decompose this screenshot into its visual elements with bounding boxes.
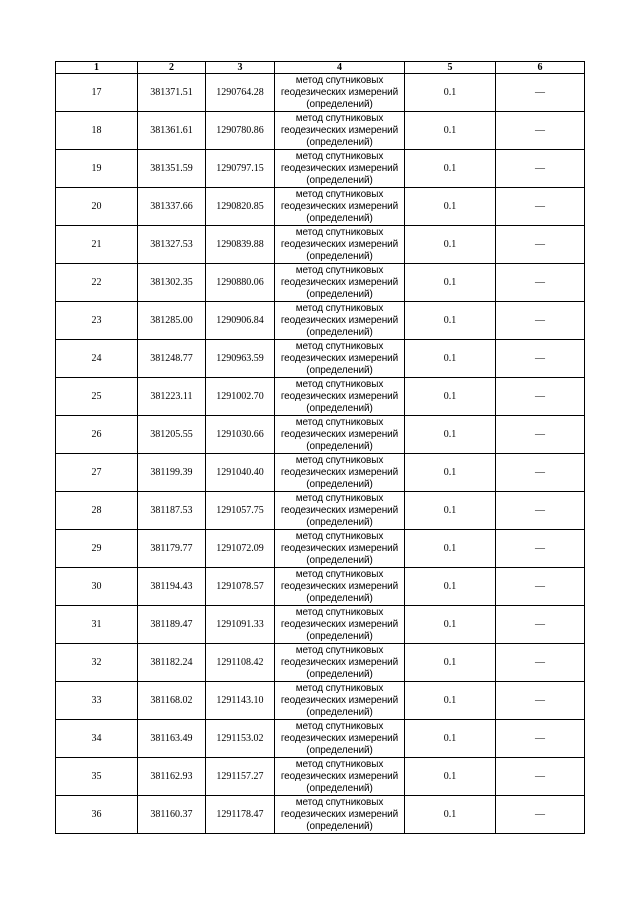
method-text-line: (определений) (306, 592, 373, 604)
method-cell (275, 112, 405, 150)
method-text-line: (определений) (306, 174, 373, 186)
method-text-line: (определений) (306, 288, 373, 300)
method-text-line: геодезических измерений (280, 656, 399, 668)
method-cell (275, 188, 405, 226)
table-body (56, 74, 585, 834)
method-cell (275, 796, 405, 834)
method-text-line: (определений) (306, 440, 373, 452)
method-text-line: метод спутниковых (295, 492, 384, 504)
table-row (56, 568, 585, 606)
point-number-cell: 21 (56, 226, 138, 264)
method-cell (275, 416, 405, 454)
y-coordinate-cell: 1290764.28 (206, 74, 275, 112)
y-coordinate-cell: 1291143.10 (206, 682, 275, 720)
x-coordinate-cell: 381223.11 (138, 378, 206, 416)
accuracy-cell: 0.1 (405, 112, 496, 150)
method-cell (275, 720, 405, 758)
method-text-line: (определений) (306, 516, 373, 528)
accuracy-cell: 0.1 (405, 188, 496, 226)
method-text-line: (определений) (306, 402, 373, 414)
point-number-cell: 19 (56, 150, 138, 188)
note-cell: — (496, 340, 585, 378)
y-coordinate-cell: 1291091.33 (206, 606, 275, 644)
point-number-cell: 36 (56, 796, 138, 834)
x-coordinate-cell: 381199.39 (138, 454, 206, 492)
method-cell (275, 378, 405, 416)
x-coordinate-cell: 381361.61 (138, 112, 206, 150)
point-number-cell: 22 (56, 264, 138, 302)
point-number-cell: 30 (56, 568, 138, 606)
y-coordinate-cell: 1291040.40 (206, 454, 275, 492)
method-text-line: (определений) (306, 364, 373, 376)
table-row (56, 378, 585, 416)
point-number-cell: 33 (56, 682, 138, 720)
x-coordinate-cell: 381182.24 (138, 644, 206, 682)
y-coordinate-cell: 1291078.57 (206, 568, 275, 606)
method-text-line: метод спутниковых (295, 112, 384, 124)
method-text-line: (определений) (306, 478, 373, 490)
point-number-cell: 28 (56, 492, 138, 530)
table-row (56, 492, 585, 530)
y-coordinate-cell: 1291108.42 (206, 644, 275, 682)
accuracy-cell: 0.1 (405, 530, 496, 568)
note-cell: — (496, 378, 585, 416)
accuracy-cell: 0.1 (405, 568, 496, 606)
method-text-line: геодезических измерений (280, 808, 399, 820)
note-cell: — (496, 682, 585, 720)
point-number-cell: 35 (56, 758, 138, 796)
accuracy-cell: 0.1 (405, 758, 496, 796)
table-row (56, 264, 585, 302)
method-text-line: геодезических измерений (280, 276, 399, 288)
note-cell: — (496, 302, 585, 340)
x-coordinate-cell: 381194.43 (138, 568, 206, 606)
point-number-cell: 32 (56, 644, 138, 682)
method-cell (275, 150, 405, 188)
table-row (56, 530, 585, 568)
method-text-line: (определений) (306, 250, 373, 262)
point-number-cell: 23 (56, 302, 138, 340)
method-text-line: метод спутниковых (295, 568, 384, 580)
column-header-6: 6 (496, 62, 585, 74)
column-header-1: 1 (56, 62, 138, 74)
note-cell: — (496, 720, 585, 758)
method-text-line: (определений) (306, 668, 373, 680)
method-text-line: геодезических измерений (280, 618, 399, 630)
note-cell: — (496, 264, 585, 302)
y-coordinate-cell: 1290797.15 (206, 150, 275, 188)
y-coordinate-cell: 1291178.47 (206, 796, 275, 834)
method-text-line: геодезических измерений (280, 466, 399, 478)
method-cell (275, 644, 405, 682)
method-cell (275, 302, 405, 340)
table-row (56, 112, 585, 150)
table-row (56, 302, 585, 340)
method-text-line: (определений) (306, 212, 373, 224)
method-text-line: (определений) (306, 706, 373, 718)
method-cell (275, 74, 405, 112)
y-coordinate-cell: 1290880.06 (206, 264, 275, 302)
table-row (56, 74, 585, 112)
accuracy-cell: 0.1 (405, 720, 496, 758)
method-text-line: геодезических измерений (280, 542, 399, 554)
x-coordinate-cell: 381371.51 (138, 74, 206, 112)
point-number-cell: 17 (56, 74, 138, 112)
note-cell: — (496, 758, 585, 796)
note-cell: — (496, 416, 585, 454)
table-row (56, 796, 585, 834)
method-cell (275, 454, 405, 492)
method-text-line: метод спутниковых (295, 188, 384, 200)
method-cell (275, 492, 405, 530)
method-cell (275, 226, 405, 264)
method-cell (275, 568, 405, 606)
x-coordinate-cell: 381285.00 (138, 302, 206, 340)
point-number-cell: 27 (56, 454, 138, 492)
table-header-row (56, 62, 585, 74)
method-text-line: метод спутниковых (295, 416, 384, 428)
y-coordinate-cell: 1290906.84 (206, 302, 275, 340)
method-text-line: геодезических измерений (280, 428, 399, 440)
table-row (56, 454, 585, 492)
accuracy-cell: 0.1 (405, 74, 496, 112)
point-number-cell: 24 (56, 340, 138, 378)
method-text-line: геодезических измерений (280, 86, 399, 98)
y-coordinate-cell: 1291153.02 (206, 720, 275, 758)
note-cell: — (496, 492, 585, 530)
accuracy-cell: 0.1 (405, 226, 496, 264)
method-text-line: метод спутниковых (295, 454, 384, 466)
y-coordinate-cell: 1290820.85 (206, 188, 275, 226)
method-cell (275, 530, 405, 568)
x-coordinate-cell: 381160.37 (138, 796, 206, 834)
note-cell: — (496, 606, 585, 644)
column-header-2: 2 (138, 62, 206, 74)
y-coordinate-cell: 1290780.86 (206, 112, 275, 150)
accuracy-cell: 0.1 (405, 682, 496, 720)
note-cell: — (496, 150, 585, 188)
y-coordinate-cell: 1291030.66 (206, 416, 275, 454)
method-text-line: метод спутниковых (295, 226, 384, 238)
method-text-line: (определений) (306, 554, 373, 566)
method-text-line: метод спутниковых (295, 150, 384, 162)
method-text-line: (определений) (306, 136, 373, 148)
point-number-cell: 29 (56, 530, 138, 568)
y-coordinate-cell: 1290839.88 (206, 226, 275, 264)
table-row (56, 416, 585, 454)
point-number-cell: 26 (56, 416, 138, 454)
accuracy-cell: 0.1 (405, 796, 496, 834)
method-text-line: (определений) (306, 820, 373, 832)
method-cell (275, 682, 405, 720)
method-cell (275, 340, 405, 378)
point-number-cell: 34 (56, 720, 138, 758)
accuracy-cell: 0.1 (405, 644, 496, 682)
note-cell: — (496, 568, 585, 606)
x-coordinate-cell: 381327.53 (138, 226, 206, 264)
method-text-line: геодезических измерений (280, 162, 399, 174)
point-number-cell: 20 (56, 188, 138, 226)
point-number-cell: 25 (56, 378, 138, 416)
column-header-5: 5 (405, 62, 496, 74)
point-number-cell: 18 (56, 112, 138, 150)
x-coordinate-cell: 381302.35 (138, 264, 206, 302)
method-text-line: метод спутниковых (295, 644, 384, 656)
note-cell: — (496, 644, 585, 682)
y-coordinate-cell: 1291002.70 (206, 378, 275, 416)
method-text-line: (определений) (306, 98, 373, 110)
method-text-line: метод спутниковых (295, 606, 384, 618)
note-cell: — (496, 188, 585, 226)
accuracy-cell: 0.1 (405, 264, 496, 302)
column-header-3: 3 (206, 62, 275, 74)
method-text-line: метод спутниковых (295, 796, 384, 808)
method-text-line: метод спутниковых (295, 264, 384, 276)
method-text-line: метод спутниковых (295, 340, 384, 352)
method-cell (275, 758, 405, 796)
method-text-line: метод спутниковых (295, 530, 384, 542)
accuracy-cell: 0.1 (405, 492, 496, 530)
method-text-line: (определений) (306, 326, 373, 338)
method-text-line: геодезических измерений (280, 314, 399, 326)
accuracy-cell: 0.1 (405, 416, 496, 454)
method-text-line: геодезических измерений (280, 770, 399, 782)
x-coordinate-cell: 381179.77 (138, 530, 206, 568)
note-cell: — (496, 74, 585, 112)
y-coordinate-cell: 1291072.09 (206, 530, 275, 568)
point-number-cell: 31 (56, 606, 138, 644)
x-coordinate-cell: 381168.02 (138, 682, 206, 720)
method-text-line: метод спутниковых (295, 302, 384, 314)
method-text-line: геодезических измерений (280, 732, 399, 744)
y-coordinate-cell: 1290963.59 (206, 340, 275, 378)
table-row (56, 340, 585, 378)
table-row (56, 606, 585, 644)
method-cell (275, 606, 405, 644)
method-text-line: (определений) (306, 744, 373, 756)
method-text-line: метод спутниковых (295, 74, 384, 86)
note-cell: — (496, 226, 585, 264)
method-text-line: геодезических измерений (280, 200, 399, 212)
accuracy-cell: 0.1 (405, 606, 496, 644)
x-coordinate-cell: 381337.66 (138, 188, 206, 226)
x-coordinate-cell: 381163.49 (138, 720, 206, 758)
table-row (56, 188, 585, 226)
table-row (56, 682, 585, 720)
column-header-4: 4 (275, 62, 405, 74)
method-text-line: геодезических измерений (280, 352, 399, 364)
x-coordinate-cell: 381248.77 (138, 340, 206, 378)
x-coordinate-cell: 381162.93 (138, 758, 206, 796)
method-cell (275, 264, 405, 302)
method-text-line: (определений) (306, 782, 373, 794)
method-text-line: метод спутниковых (295, 682, 384, 694)
coordinates-table (55, 61, 585, 834)
table-row (56, 758, 585, 796)
note-cell: — (496, 112, 585, 150)
method-text-line: метод спутниковых (295, 720, 384, 732)
note-cell: — (496, 530, 585, 568)
accuracy-cell: 0.1 (405, 150, 496, 188)
table-row (56, 644, 585, 682)
document-page (55, 61, 584, 834)
note-cell: — (496, 796, 585, 834)
y-coordinate-cell: 1291057.75 (206, 492, 275, 530)
x-coordinate-cell: 381351.59 (138, 150, 206, 188)
x-coordinate-cell: 381189.47 (138, 606, 206, 644)
method-text-line: геодезических измерений (280, 124, 399, 136)
accuracy-cell: 0.1 (405, 340, 496, 378)
table-row (56, 150, 585, 188)
method-text-line: геодезических измерений (280, 390, 399, 402)
note-cell: — (496, 454, 585, 492)
method-text-line: метод спутниковых (295, 758, 384, 770)
table-row (56, 720, 585, 758)
accuracy-cell: 0.1 (405, 302, 496, 340)
x-coordinate-cell: 381187.53 (138, 492, 206, 530)
method-text-line: (определений) (306, 630, 373, 642)
x-coordinate-cell: 381205.55 (138, 416, 206, 454)
method-text-line: геодезических измерений (280, 238, 399, 250)
method-text-line: метод спутниковых (295, 378, 384, 390)
method-text-line: геодезических измерений (280, 694, 399, 706)
table-row (56, 226, 585, 264)
accuracy-cell: 0.1 (405, 378, 496, 416)
accuracy-cell: 0.1 (405, 454, 496, 492)
y-coordinate-cell: 1291157.27 (206, 758, 275, 796)
method-text-line: геодезических измерений (280, 580, 399, 592)
method-text-line: геодезических измерений (280, 504, 399, 516)
